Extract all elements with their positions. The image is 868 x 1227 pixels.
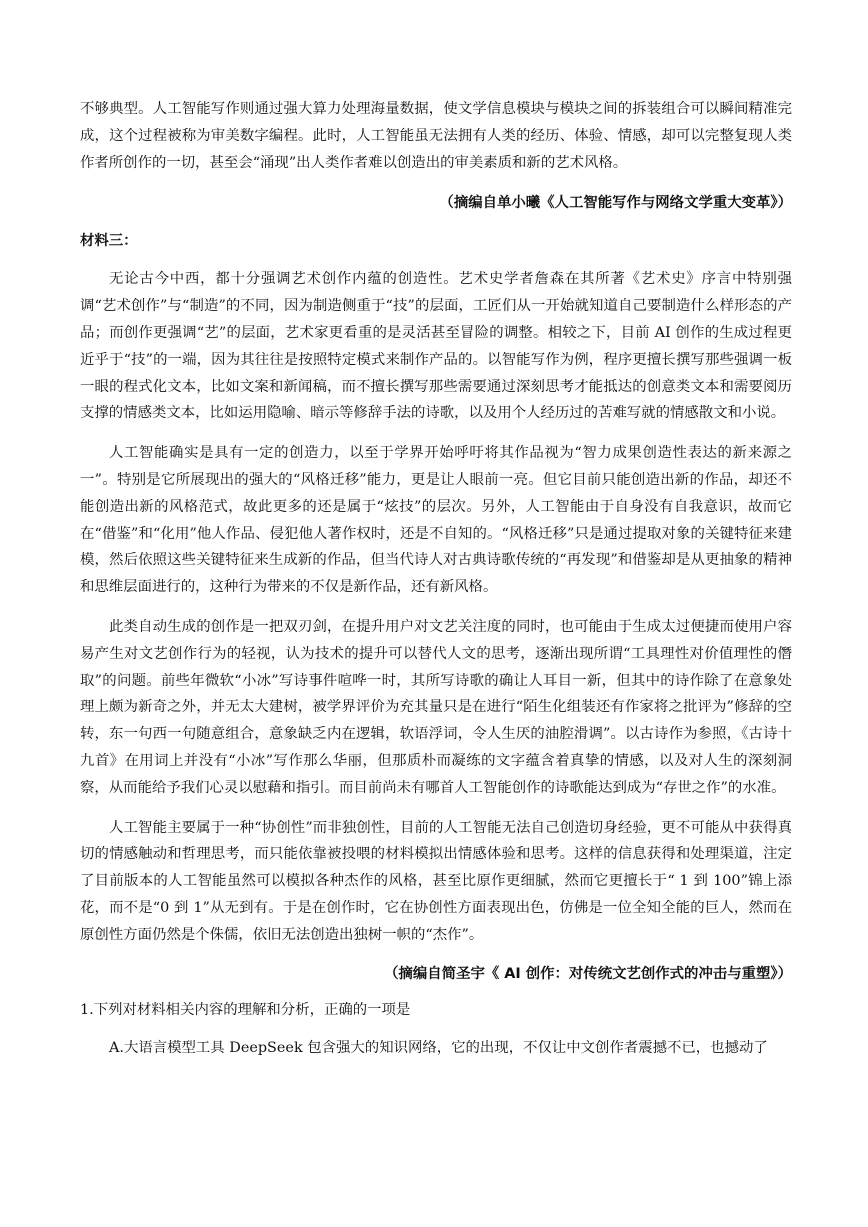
option-a: A.大语言模型工具 DeepSeek 包含强大的知识网络，它的出现，不仅让中文创作者震撼不已，也撼动了 — [109, 1039, 768, 1056]
source-citation-two: （摘编自单小曦《人工智能写作与网络文学重大变革》） — [439, 195, 792, 212]
paragraph-creativity: 无论古今中西，都十分强调艺术创作内蕴的创造性。艺术史学者詹森在其所著《艺术史》序言中特别强调“艺术创作”与“制造”的不同，因为制造侧重于“技”的层面，工匠们从一开始就知道自己要制造什么样形态的产品；而创作更强调“艺”的层面，艺术家更看重的是灵活甚至冒险的调整。相较之下，目前 AI 创作的生成过程更近乎于“技”的一端，因为其往往是按照特定模式来制作产品的。以智能写作为例，程序更擅长撰写那些强调一板一眼的程式化文本，比如文案和新闻稿，而不擅长撰写那些需要通过深刻思考才能抵达的创意类文本和需要阅历支撑的情感类文本，比如运用隐喻、暗示等修辞手法的诗歌，以及用个人经历过的苦难写就的情感散文和小说。 — [80, 271, 792, 422]
paragraph-style-transfer: 人工智能确实是具有一定的创造力，以至于学界开始呼吁将其作品视为“智力成果创造性表达的新来源之一”。特别是它所展现出的强大的“风格迁移”能力，更是让人眼前一亮。但它目前只能创造出新的作品，却还不能创造出新的风格范式，故此更多的还是属于“炫技”的层次。另外，人工智能由于自身没有自我意识，故而它在“借鉴”和“化用”他人作品、侵犯他人著作权时，还是不自知的。“风格迁移”只是通过提取对象的关键特征来建模，然后依照这些关键特征来生成新的作品，但当代诗人对古典诗歌传统的“再发现”和借鉴却是从更抽象的精神和思维层面进行的，这种行为带来的不仅是新作品，还有新风格。 — [80, 445, 792, 596]
paragraph-double-edged-sword: 此类自动生成的创作是一把双刃剑，在提升用户对文艺关注度的同时，也可能由于生成太过便捷而使用户容易产生对文艺创作行为的轻视，认为技术的提升可以替代人文的思考，逐渐出现所谓“工具理性对价值理性的僭取”的问题。前些年微软“小冰”写诗事件喧哗一时，其所写诗歌的确让人耳目一新，但其中的诗作除了在意象处理上颇为新奇之外，并无太大建树，被学界评价为充其量只是在进行“陌生化组装还有作家将之批评为”修辞的空转，东一句西一句随意组合，意象缺乏内在逻辑，软语浮词，令人生厌的油腔滑调”。以古诗作为参照，《古诗十九首》在用词上并没有“小冰”写作那么华丽，但那质朴而凝练的文字蕴含着真挚的情感，以及对人生的深刻洞察，从而能给予我们心灵以慰藉和指引。而目前尚未有哪首人工智能创作的诗歌能达到成为“存世之作”的水准。 — [80, 618, 792, 796]
document-page — [80, 96, 792, 1061]
material-two-tail-paragraph: 不够典型。人工智能写作则通过强大算力处理海量数据，使文学信息模块与模块之间的拆装组合可以瞬间精准完成，这个过程被称为审美数字编程。此时，人工智能虽无法拥有人类的经历、体验、情感，却可以完整复现人类作者所创作的一切，甚至会“涌现”出人类作者难以创造出的审美素质和新的艺术风格。 — [80, 101, 792, 171]
source-citation-three: （摘编自简圣宇《 AI 创作：对传统文艺创作式的冲击与重塑》） — [384, 965, 792, 982]
paragraph-co-creativity: 人工智能主要属于一种“协创性”而非独创性，目前的人工智能无法自己创造切身经验，更不可能从中获得真切的情感触动和哲理思考，而只能依靠被投喂的材料模拟出情感体验和思考。这样的信息获得和处理渠道，注定了目前版本的人工智能虽然可以模拟各种杰作的风格，甚至比原作更细腻，然而它更擅长于“ 1 到 100”锦上添花，而不是“0 到 1”从无到有。于是在创作时，它在协创性方面表现出色，仿佛是一位全知全能的巨人，然而在原创性方面仍然是个侏儒，依旧无法创造出独树一帜的“杰作”。 — [80, 819, 792, 943]
material-three-heading: 材料三： — [80, 233, 138, 250]
question-one-stem: 1.下列对材料相关内容的理解和分析，正确的一项是 — [80, 1001, 411, 1018]
